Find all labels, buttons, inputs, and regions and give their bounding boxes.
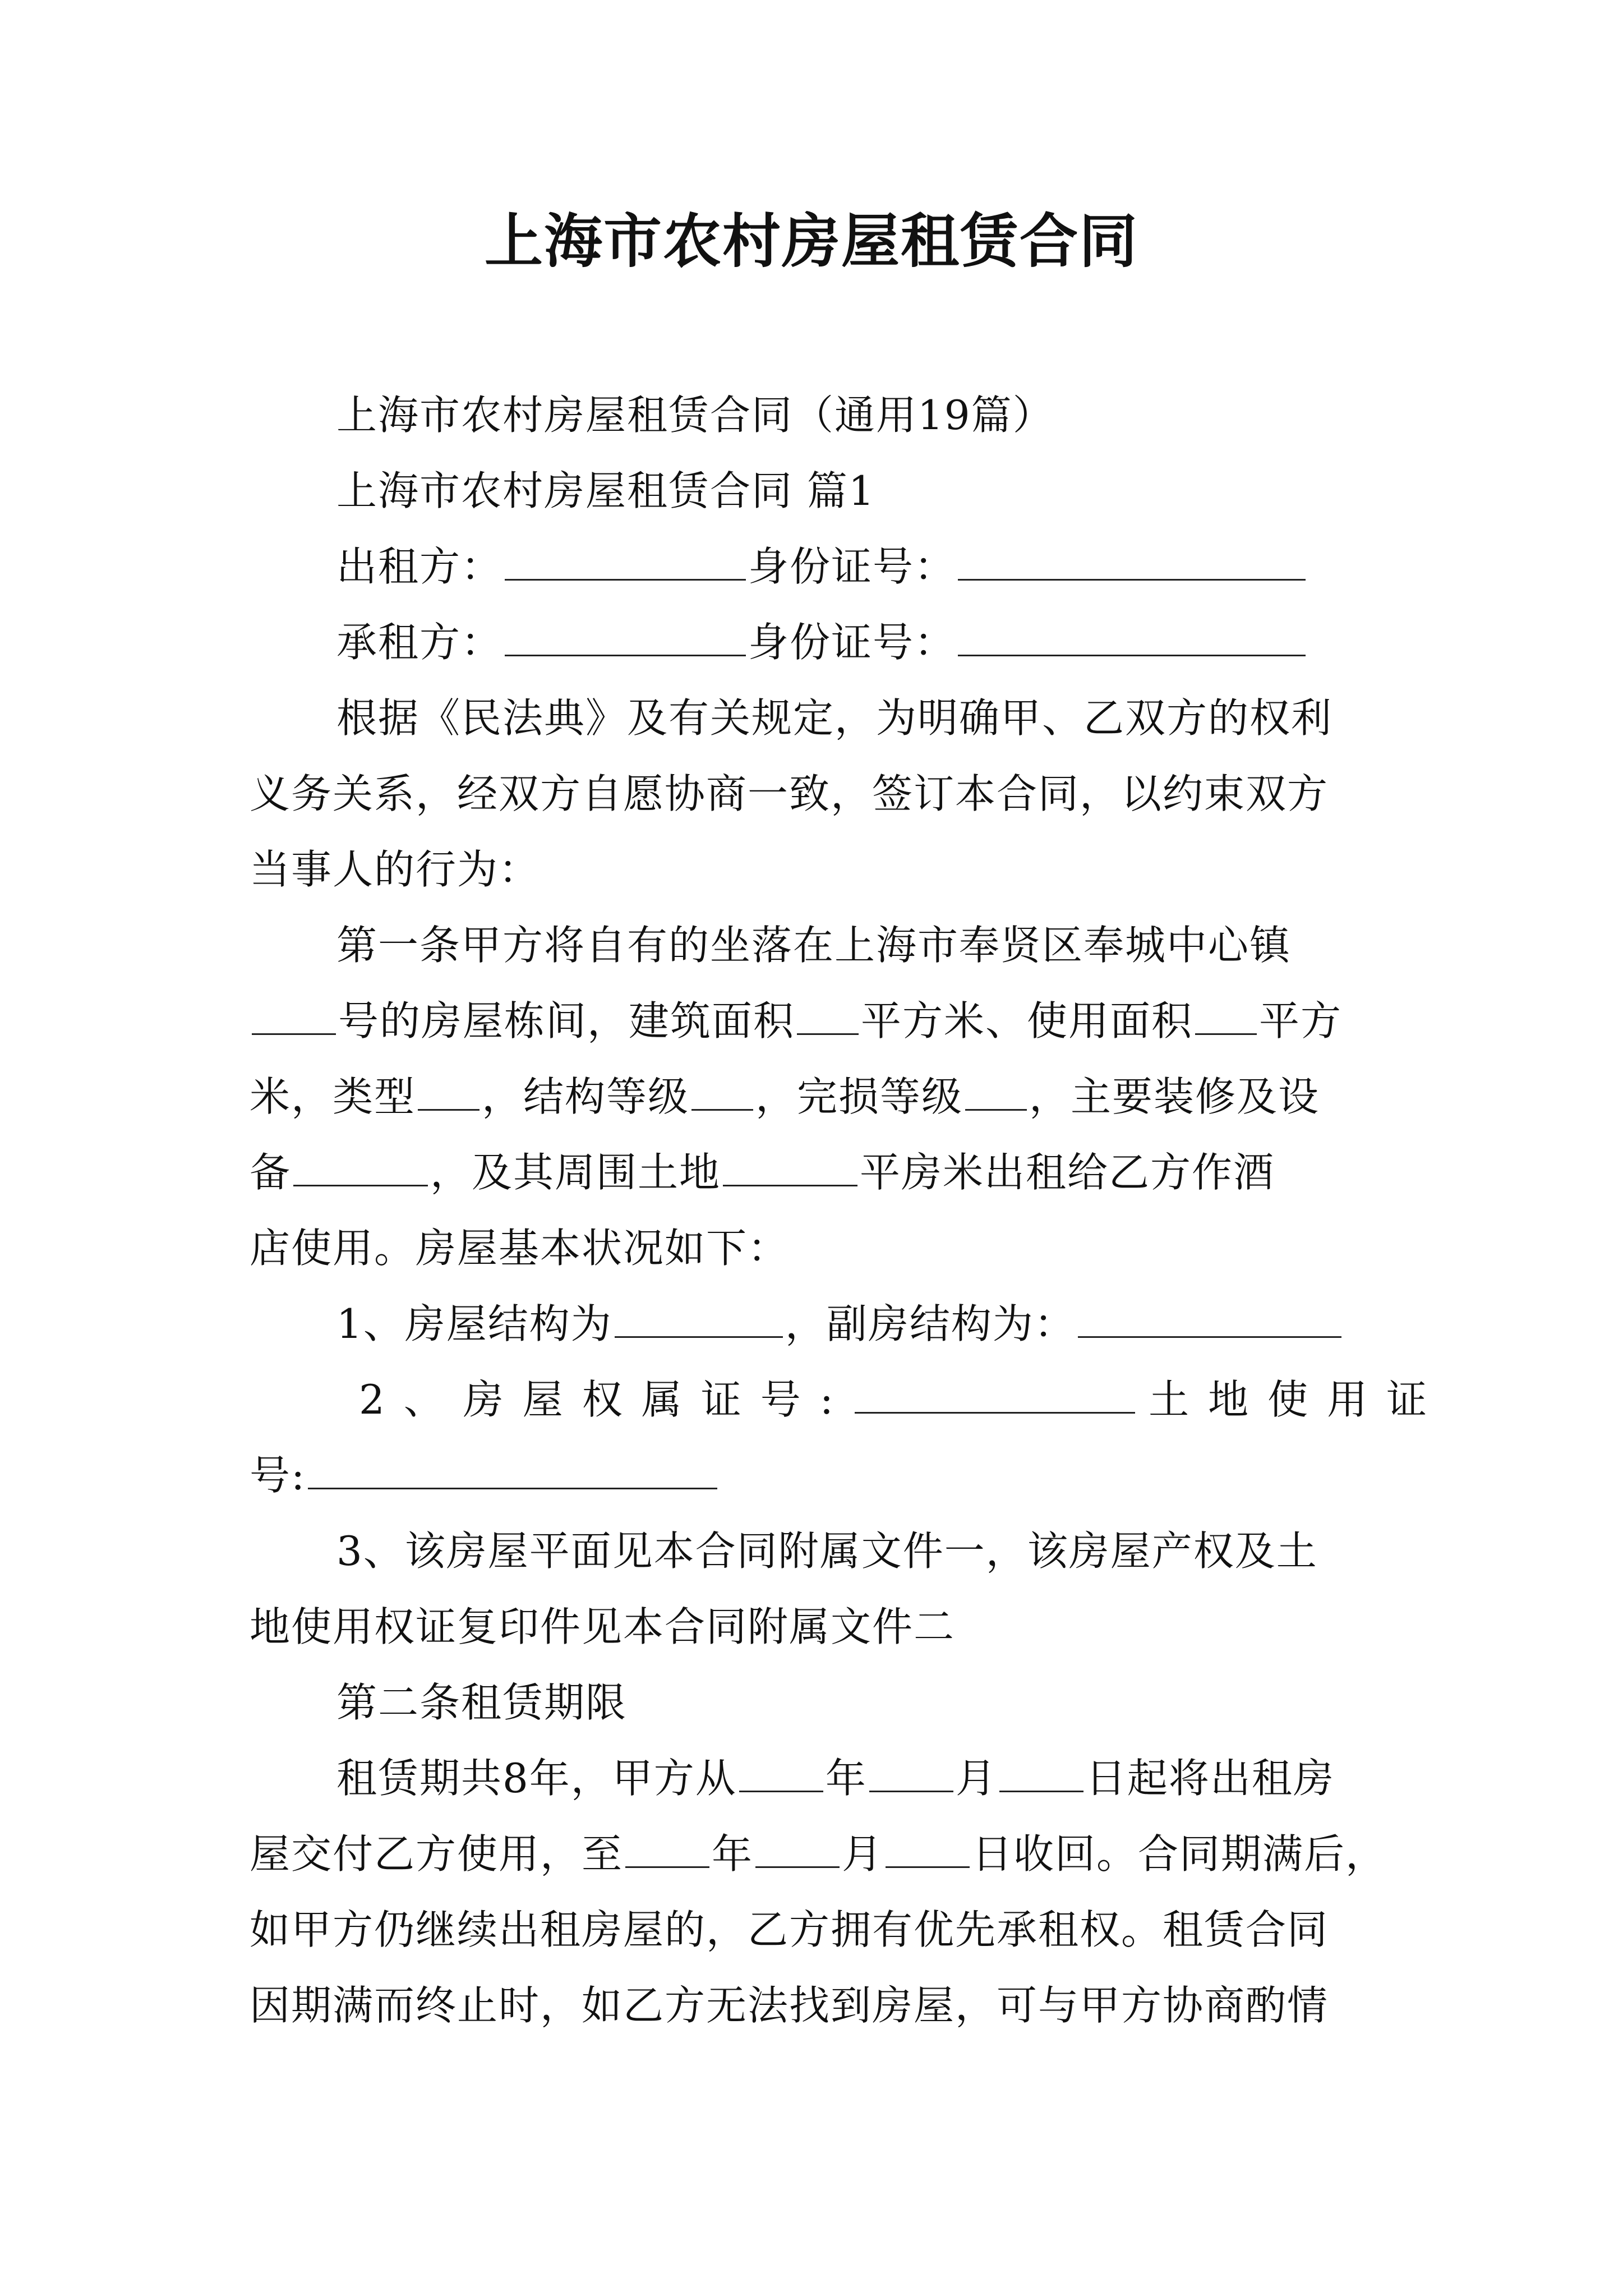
paragraph-text: 1、房屋结构为 (336, 1300, 612, 1347)
article-1-line (336, 914, 1291, 976)
item-2-line (250, 1444, 720, 1506)
house-number-blank[interactable] (252, 1000, 336, 1035)
lessee-line (336, 611, 1308, 673)
section-heading (336, 460, 875, 522)
paragraph-text: 米，类型 (250, 1073, 416, 1120)
item-1-line (336, 1293, 1344, 1355)
paragraph-text: ，及其周围土地 (430, 1149, 721, 1196)
article-1-line (250, 1217, 789, 1279)
lessor-line (336, 536, 1308, 597)
lessee-id-label: 身份证号： (748, 619, 956, 666)
paragraph-line (336, 687, 1332, 749)
paragraph-text: 月 (842, 1830, 884, 1878)
paragraph-text: 店使用。房屋基本状况如下： (250, 1225, 790, 1272)
article-1-line (250, 1066, 1320, 1128)
article-2-line (250, 1899, 1329, 1961)
house-structure-blank[interactable] (615, 1303, 783, 1338)
lessor-label: 出租方： (336, 543, 503, 590)
paragraph-line (250, 763, 1329, 825)
land-cert-blank[interactable] (308, 1454, 717, 1489)
item-3-line (336, 1520, 1318, 1582)
article-2-line (250, 1823, 1387, 1885)
paragraph-text: 第二条租赁期限 (336, 1679, 628, 1726)
paragraph-text: 土地使用证 (1149, 1376, 1446, 1423)
land-area-blank[interactable] (723, 1151, 857, 1186)
subtitle-line (336, 384, 1054, 446)
paragraph-text: 2、房屋权属证号: (359, 1376, 853, 1423)
start-day-blank[interactable] (999, 1757, 1083, 1792)
paragraph-text: 号: (250, 1452, 306, 1499)
lessee-label: 承租方： (336, 619, 503, 666)
paragraph-text: 义务关系，经双方自愿协商一致，签订本合同，以约束双方 (250, 770, 1329, 817)
lessor-blank[interactable] (505, 545, 746, 581)
paragraph-text: 年 (712, 1830, 754, 1878)
paragraph-text: 平房米出租给乙方作酒 (860, 1149, 1275, 1196)
article-1-line (250, 1142, 1275, 1203)
paragraph-text: 第一条甲方将自有的坐落在上海市奉贤区奉城中心镇 (336, 922, 1292, 969)
paragraph-text: 3、该房屋平面见本合同附属文件一，该房屋产权及土 (336, 1527, 1318, 1575)
item-2-line (359, 1369, 1446, 1430)
article-2-heading (336, 1672, 627, 1733)
paragraph-text: 根据《民法典》及有关规定，为明确甲、乙双方的权利 (336, 694, 1333, 742)
start-year-blank[interactable] (739, 1757, 823, 1792)
article-2-line (336, 1747, 1335, 1809)
paragraph-text: 如甲方仍继续出租房屋的，乙方拥有优先承租权。租赁合同 (250, 1906, 1329, 1953)
end-month-blank[interactable] (755, 1833, 840, 1868)
paragraph-text: 因期满而终止时，如乙方无法找到房屋，可与甲方协商酌情 (250, 1982, 1329, 2029)
structure-grade-blank[interactable] (691, 1075, 753, 1111)
damage-grade-blank[interactable] (965, 1075, 1027, 1111)
lessor-id-label: 身份证号： (748, 543, 956, 590)
subtitle-text: 上海市农村房屋租赁合同（通用19篇） (336, 392, 1054, 439)
lessee-id-blank[interactable] (958, 621, 1306, 656)
article-1-line (250, 990, 1342, 1052)
end-day-blank[interactable] (886, 1833, 970, 1868)
lessee-blank[interactable] (505, 621, 746, 656)
paragraph-text: 备 (250, 1149, 292, 1196)
item-3-line (250, 1596, 955, 1658)
paragraph-text: 平方米、使用面积 (861, 997, 1193, 1045)
section-heading-text: 上海市农村房屋租赁合同 篇1 (336, 467, 875, 514)
paragraph-text: 租赁期共8年，甲方从 (336, 1755, 737, 1802)
paragraph-text: 平方 (1259, 997, 1343, 1045)
paragraph-text: ，结构等级 (482, 1073, 690, 1120)
paragraph-text: 地使用权证复印件见本合同附属文件二 (250, 1603, 956, 1650)
document-title: 上海市农村房屋租赁合同 (484, 206, 1138, 275)
lessor-id-blank[interactable] (958, 545, 1306, 581)
article-2-line (250, 1975, 1329, 2036)
paragraph-text: 月 (955, 1755, 997, 1802)
building-area-blank[interactable] (797, 1000, 859, 1035)
paragraph-text: ，副房结构为： (785, 1300, 1076, 1347)
paragraph-text: 日收回。合同期满后， (972, 1830, 1387, 1878)
start-month-blank[interactable] (869, 1757, 953, 1792)
paragraph-text: ，完损等级 (755, 1073, 963, 1120)
paragraph-text: 年 (825, 1755, 867, 1802)
paragraph-text: 日起将出租房 (1085, 1755, 1335, 1802)
paragraph-text: 屋交付乙方使用，至 (250, 1830, 624, 1878)
type-blank[interactable] (418, 1075, 479, 1111)
usable-area-blank[interactable] (1195, 1000, 1257, 1035)
paragraph-text: 当事人的行为： (250, 846, 541, 893)
end-year-blank[interactable] (625, 1833, 709, 1868)
paragraph-text: 号的房屋栋间，建筑面积 (338, 997, 795, 1045)
paragraph-text: ，主要装修及设 (1029, 1073, 1320, 1120)
paragraph-line (250, 839, 540, 900)
annex-structure-blank[interactable] (1078, 1303, 1341, 1338)
decoration-blank[interactable] (293, 1151, 428, 1186)
property-cert-blank[interactable] (855, 1378, 1135, 1414)
